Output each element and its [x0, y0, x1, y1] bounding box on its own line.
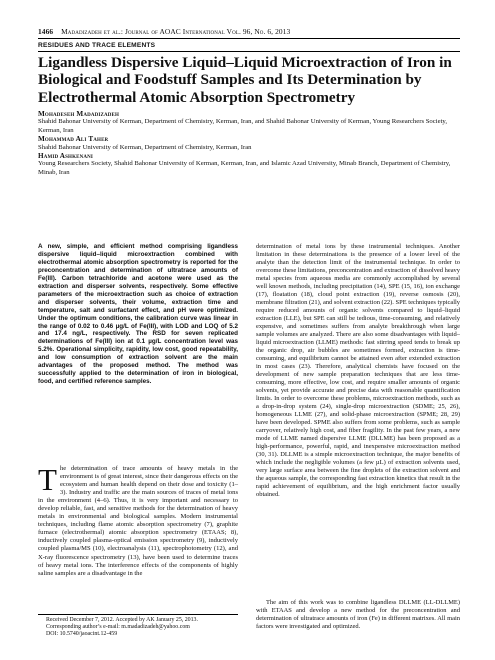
author-affiliation: Shahid Bahonar University of Kerman, Department of Chemistry, Kerman, Iran — [38, 143, 252, 151]
header-rule — [38, 38, 460, 39]
page-number: 1466 — [38, 27, 54, 36]
running-head — [38, 27, 290, 36]
author-name: Hamid Ashkenani — [38, 152, 93, 161]
footnote-rule — [38, 614, 238, 615]
author-name: Mohammad Ali Taher — [38, 135, 109, 144]
journal-name: Madadizadeh et al.: Journal of AOAC International Vol. 96, No. 6, 2013 — [61, 27, 291, 36]
author-affiliation: Young Researchers Society, Shahid Bahonar University of Kerman, Kerman, Iran, and Islamic Azad University, Minab Branch, Department of Chemistry, Minab, Iran — [38, 160, 451, 176]
aim-paragraph: The aim of this work was to combine ligandless DLLME (LL-DLLME) with ETAAS and develop a new method for the preconcentration and determination of ultratrace amounts of iron (Fe) in different matrixes. All main factors were investigated and optimized. — [256, 599, 460, 630]
author-name: Mohadeseh Madadizadeh — [38, 110, 120, 118]
section-label: RESIDUES AND TRACE ELEMENTS — [38, 42, 156, 49]
right-column-paragraph: determination of metal ions by these instrumental techniques. Another limitation in these determinations is the presence of a lower level of the analyte than the detection limit of the instrumental technique. In order to overcome these limitations, preconcentration and extraction of dissolved heavy metal species from aqueous media are commonly accomplished by several well known methods, including precipitation (14), SPE (15, 16), ion exchange (17), floatation (18), cloud point extraction (19), reverse osmosis (20), membrane filtration (21), and solvent extraction (22). SPE techniques typically require reduced amounts of organic solvents compared to liquid–liquid extraction (LLE), but SPE can still be tedious, time-consuming, and relatively expensive, and sometimes suffers from analyte breakthrough when large sample volumes are analyzed. There are also some disadvantages with liquid–liquid microextraction (LLME) methods: fast stirring speed tends to break up the organic drop, air bubbles are sometimes formed, extraction is time-consuming, and equilibrium cannot be attained even after extended extraction in most cases (23). Therefore, analytical chemists have focused on the development of new sample preparation techniques that are less time-consuming, more effective, low cost, and require smaller amounts of organic solvents, yet provide accurate and precise data with reasonable quantification limits. In order to overcome these problems, microextraction methods, such as a drop-in-drop system (24), single-drop microextraction (SDME; 25, 26), homogeneous LLME (27), and solid-phase microextraction (SPME; 28, 29) have been developed. SPME also suffers from some problems, such as sample carryover, relatively high cost, and fiber fragility. In the past few years, a new mode of LLME named dispersive LLME (DLLME) has been proposed as a high-performance, powerful, rapid, and inexpensive microextraction method (30, 31). DLLME is a simple microextraction technique, the major benefits of which include the negligible volumes (a few µL) of extraction solvents used, very large surface area between the fine droplets of the extraction solvent and the aqueous sample, the corresponding fast extraction kinetics that result in the rapid achievement of equilibrium, and the high enrichment factor usually obtained. — [256, 243, 460, 498]
article-title: Ligandless Dispersive Liquid–Liquid Microextraction of Iron in Biological and Foodstuff Samples and Its Determination by Electrothermal Atomic Absorption Spectrometry — [38, 54, 452, 106]
drop-cap: T — [38, 462, 57, 497]
author-affiliation: Shahid Bahonar University of Kerman, Department of Chemistry, Kerman, Iran, and Shahid Bahonar University of Kerman, Young Researchers Society, Kerman, Iran — [38, 118, 448, 134]
footnote — [46, 617, 236, 639]
introduction-text: he determination of trace amounts of heavy metals in the environment is of great interest, since their dangerous effects on the ecosystem and human health depend on their dose and toxicity (1–3). Industry and traffic are the main sources of traces of metal ions in the environment (4–6). Thus, it is very important and necessary to develop reliable, fast, and sensitive methods for the determination of heavy metals in environmental and biological samples. Modern instrumental techniques, including flame atomic absorption spectrometry (7), graphite furnace (electrothermal) atomic absorption spectrometry (ETAAS; 8), inductively coupled plasma-optical emission spectrometry (9), inductively coupled plasma/MS (10), electroanalysis (11), spectrophotometry (12), and X-ray fluorescence spectrometry (13), have been used to determine traces of heavy metal ions. The interference effects of the components of highly saline samples are a disadvantage in the — [38, 465, 238, 577]
author-email: Corresponding author’s e-mail: m.madadizadeh@yahoo.com — [46, 624, 190, 631]
received-date: Received December 7, 2012. Accepted by AK January 25, 2013. — [46, 617, 198, 623]
section-rule — [38, 51, 460, 52]
doi: DOI: 10.5740/jaoacint.12-459 — [46, 631, 118, 638]
introduction-paragraph — [38, 462, 238, 578]
abstract: A new, simple, and efficient method comprising ligandless dispersive liquid–liquid microextraction combined with electrothermal atomic absorption spectrometry is reported for the preconcentration and determination of ultratrace amounts of Fe(III). Carbon tetrachloride and acetone were used as the extraction and disperser solvents, respectively. Some effective parameters of the microextraction such as choice of extraction and disperser solvents, their volume, extraction time and temperature, salt and surfactant effect, and pH were optimized. Under the optimum conditions, the calibration curve was linear in the range of 0.02 to 0.46 µg/L of Fe(III), with LOD and LOQ of 5.2 and 17.4 ng/L, respectively. The RSD for seven replicated determinations of Fe(III) ion at 0.1 µg/L concentration level was 5.2%. Operational simplicity, rapidity, low cost, good repeatability, and low consumption of extraction solvent are the main advantages of the proposed method. The method was successfully applied to the determination of iron in biological, food, and certified reference samples. — [38, 243, 238, 386]
author-block — [38, 110, 460, 177]
